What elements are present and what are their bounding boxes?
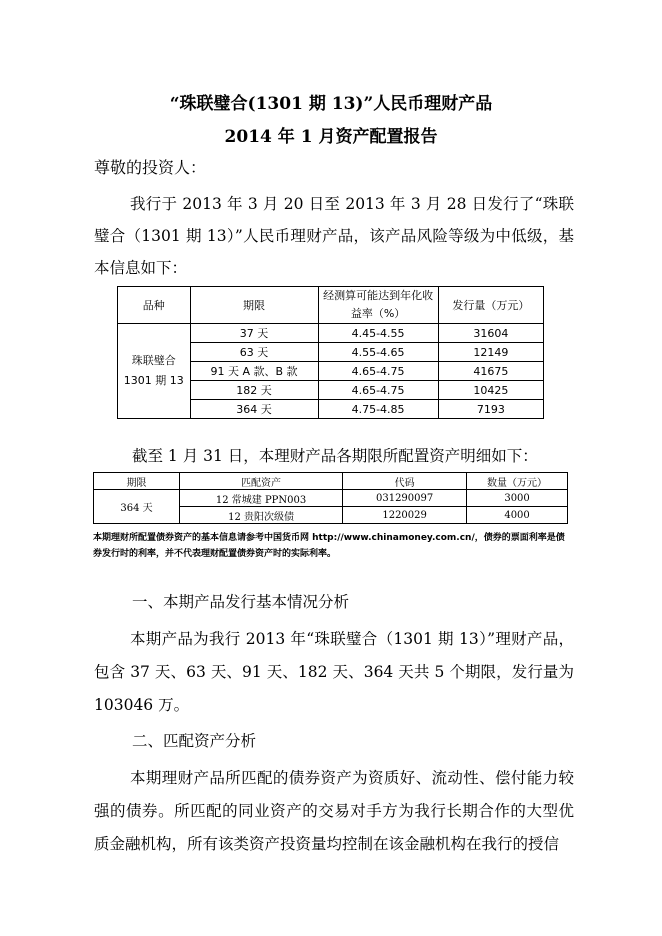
table-row (94, 490, 568, 507)
header-term: 期限 (190, 287, 318, 324)
section2-heading: 二、匹配资产分析 (132, 732, 257, 750)
header-term: 期限 (94, 473, 180, 490)
yield-cell: 4.45-4.55 (318, 324, 438, 343)
term-cell: 182 天 (190, 381, 318, 400)
footnote: 本期理财所配置债券资产的基本信息请参考中国货币网 http://www.chinamoney.com.cn/，债券的票面利率是债券发行时的利率，并不代表理财配置债券资产时的实际利率。 (93, 533, 565, 559)
table-header-row (118, 287, 544, 324)
term-cell: 37 天 (190, 324, 318, 343)
term-cell: 63 天 (190, 343, 318, 362)
section2-body: 本期理财产品所匹配的债券资产为资质好、流动性、偿付能力较强的债券。所匹配的同业资产的交易对手方为我行长期合作的大型优质金融机构，所有该类资产投资量均控制在该金融机构在我行的授信 (94, 769, 574, 853)
term-cell: 91 天 A 款、B 款 (190, 362, 318, 381)
header-product: 品种 (118, 287, 191, 324)
section1-heading: 一、本期产品发行基本情况分析 (132, 593, 350, 611)
asset-cell: 12 常城建 PPN003 (179, 490, 342, 507)
header-yield: 经测算可能达到年化收益率（%） (318, 287, 438, 324)
code-cell: 031290097 (343, 490, 467, 507)
amount-cell: 4000 (467, 507, 568, 524)
amount-cell: 31604 (438, 324, 543, 343)
product-name-cell: 珠联璧合 1301 期 13 (118, 324, 191, 419)
header-amount: 数量（万元） (467, 473, 568, 490)
amount-cell: 10425 (438, 381, 543, 400)
yield-cell: 4.65-4.75 (318, 362, 438, 381)
amount-cell: 7193 (438, 400, 543, 419)
header-amount: 发行量（万元） (438, 287, 543, 324)
yield-cell: 4.65-4.75 (318, 381, 438, 400)
salutation: 尊敬的投资人： (94, 158, 207, 177)
header-asset: 匹配资产 (179, 473, 342, 490)
section1-body: 本期产品为我行 2013 年“珠联璧合（1301 期 13）”理财产品，包含 37 天、63 天、91 天、182 天、364 天共 5 个期限，发行量为 103046 万。 (94, 630, 574, 714)
report-title-line2: 2014 年 1 月资产配置报告 (224, 127, 438, 147)
product-info-table (117, 286, 544, 419)
header-code: 代码 (343, 473, 467, 490)
term-cell: 364 天 (190, 400, 318, 419)
code-cell: 1220029 (343, 507, 467, 524)
asset-intro: 截至 1 月 31 日，本理财产品各期限所配置资产明细如下： (132, 447, 538, 465)
table-header-row (94, 473, 568, 490)
table-row (118, 324, 544, 343)
asset-allocation-table (93, 472, 568, 524)
yield-cell: 4.75-4.85 (318, 400, 438, 419)
amount-cell: 12149 (438, 343, 543, 362)
asset-cell: 12 贵阳次级债 (179, 507, 342, 524)
term-cell: 364 天 (94, 490, 180, 524)
amount-cell: 41675 (438, 362, 543, 381)
yield-cell: 4.55-4.65 (318, 343, 438, 362)
intro-paragraph: 我行于 2013 年 3 月 20 日至 2013 年 3 月 28 日发行了“珠联璧合（1301 期 13）”人民币理财产品，该产品风险等级为中低级，基本信息如下： (94, 195, 574, 277)
report-title-line1: “珠联璧合(1301 期 13)”人民币理财产品 (169, 94, 493, 114)
amount-cell: 3000 (467, 490, 568, 507)
